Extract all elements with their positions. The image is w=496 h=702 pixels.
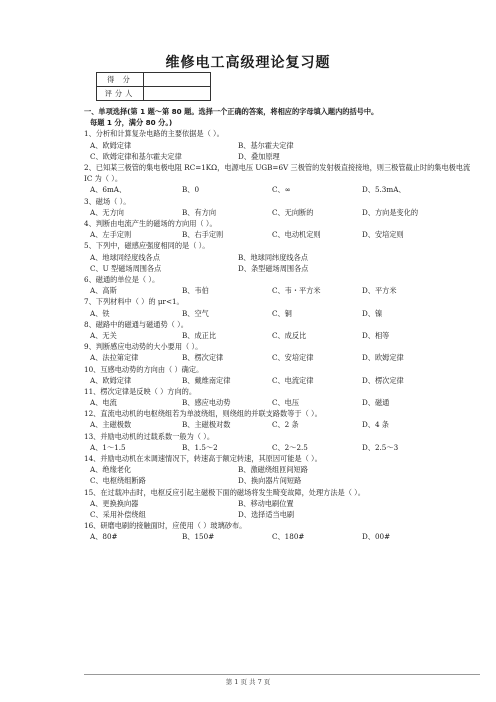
option-a: A、6mA、 <box>90 185 127 195</box>
option-b: B、戴维南定律 <box>182 375 231 385</box>
option-b: B、韦伯 <box>182 286 209 296</box>
option-b: B、成正比 <box>182 330 217 340</box>
question-text: 7、下列材料中（ ）的 μr<1。 <box>84 297 184 307</box>
options-row <box>84 330 480 341</box>
question-text: 6、磁通的单位是（ ）。 <box>84 274 160 284</box>
question-text: 9、判断感应电动势的大小要用（ ）。 <box>84 342 203 352</box>
option-a: A、1～1.5 <box>90 442 126 452</box>
option-b: B、1.5～2 <box>182 442 218 452</box>
option-b: B、0 <box>182 185 200 195</box>
option-d: D、楞次定律 <box>362 375 404 385</box>
options-row <box>84 475 480 486</box>
option-a: A、铁 <box>90 308 110 318</box>
exam-content <box>84 106 480 543</box>
options-row <box>84 263 480 274</box>
question-text: 16、研磨电刷的接触面时，应使用（ ）玻璃砂布。 <box>84 521 247 531</box>
option-a: A、无关 <box>90 330 117 340</box>
options-row <box>84 285 480 296</box>
question-text: 12、直流电动机的电枢绕组若为单波绕组，则绕组的并联支路数等于（ ）。 <box>84 409 322 419</box>
question-text: 5、下列中，磁感应强度相同的是（ ）。 <box>84 241 210 251</box>
question-text: 14、并励电动机在未调速情况下，转速高于额定转速，其原因可能是（ ）。 <box>84 454 322 464</box>
options-row <box>84 464 480 475</box>
option-b: B、激磁绕组匝间短路 <box>238 465 308 475</box>
question-text: 3、磁场（ ）。 <box>84 196 131 206</box>
option-d: D、换向器片间短路 <box>238 476 302 486</box>
score-label: 得 分 <box>97 73 144 87</box>
question-text: 1、分析和计算复杂电路的主要依据是（ ）。 <box>84 129 224 139</box>
option-c: C、∞ <box>272 185 291 195</box>
option-b: B、主磁极对数 <box>182 420 231 430</box>
option-d: D、叠加原理 <box>238 151 280 161</box>
option-b: B、右手定则 <box>182 230 224 240</box>
score-table <box>96 72 211 101</box>
section-heading-cont: 每题 1 分，满分 80 分。) <box>90 118 173 128</box>
footer-divider <box>84 674 480 675</box>
option-d: D、欧姆定律 <box>362 353 404 363</box>
option-b: B、楞次定律 <box>182 353 224 363</box>
options-row <box>84 419 480 430</box>
option-c: C、2～2.5 <box>272 442 308 452</box>
option-d: D、方向是变化的 <box>362 207 419 217</box>
option-a: A、更换换向器 <box>90 498 139 508</box>
option-d: D、00# <box>362 532 391 542</box>
options-row <box>84 352 480 363</box>
options-row <box>84 498 480 509</box>
option-c: C、铜 <box>272 308 292 318</box>
option-b: B、有方向 <box>182 207 217 217</box>
option-b: B、移动电刷位置 <box>238 498 294 508</box>
option-a: A、高斯 <box>90 286 117 296</box>
option-c: C、采用补偿绕组 <box>90 510 146 520</box>
question-text: 15、在过载冲击时，电枢反应引起主磁极下面的磁场将发生畸变故障，处理方法是（ ）。 <box>84 487 365 497</box>
options-row <box>84 151 480 162</box>
option-c: C、180# <box>272 532 305 542</box>
option-d: D、平方米 <box>362 286 397 296</box>
option-a: A、80# <box>90 532 118 542</box>
option-d: D、2.5～3 <box>362 442 399 452</box>
question-text: 8、磁路中的磁通与磁通势（ ）。 <box>84 319 188 329</box>
question-text: 13、并励电动机的过载系数一般为（ ）。 <box>84 431 215 441</box>
score-value-cell <box>144 73 211 87</box>
option-a: A、欧姆定律 <box>90 140 132 150</box>
question-text: 2、已知某三极管的集电极电阻 RC=1KΩ，电源电压 UGB=6V 三极管的发射极直接接地，则三极管截止时的集电极电流 IC 为（ ）。 <box>84 162 471 184</box>
options-row <box>84 308 480 319</box>
options-row <box>84 207 480 218</box>
option-c: C、欧姆定律和基尔霍夫定律 <box>90 151 182 161</box>
option-d: D、镍 <box>362 308 383 318</box>
options-row <box>84 252 480 263</box>
options-row <box>84 509 480 520</box>
option-c: C、电动机定则 <box>272 230 321 240</box>
option-a: A、欧姆定律 <box>90 375 132 385</box>
section-heading: 一、单项选择(第 1 题～第 80 题。选择一个正确的答案，将相应的字母填入题内的括号中。 <box>84 107 379 116</box>
option-c: C、成反比 <box>272 330 307 340</box>
option-c: C、电枢绕组断路 <box>90 476 146 486</box>
question-text: 11、楞次定律是反映（ ）方向的。 <box>84 386 197 396</box>
question-list <box>84 128 480 542</box>
options-row <box>84 140 480 151</box>
option-d: D、选择适当电刷 <box>238 510 295 520</box>
option-d: D、4 条 <box>362 420 389 430</box>
options-row <box>84 184 480 195</box>
options-row <box>84 229 480 240</box>
page-footer: 第 1 页 共 7 页 <box>225 678 271 686</box>
option-a: A、绝缘老化 <box>90 465 132 475</box>
option-c: C、U 型磁场周围各点 <box>90 263 162 273</box>
option-d: D、5.3mA、 <box>362 185 406 195</box>
options-row <box>84 531 480 542</box>
option-a: A、无方向 <box>90 207 124 217</box>
option-c: C、2 条 <box>272 420 299 430</box>
option-d: D、安培定则 <box>362 230 404 240</box>
option-d: D、相等 <box>362 330 390 340</box>
option-b: B、150# <box>182 532 215 542</box>
options-row <box>84 442 480 453</box>
option-c: C、电流定律 <box>272 375 314 385</box>
option-c: C、电压 <box>272 398 300 408</box>
option-b: B、感应电动势 <box>182 398 231 408</box>
option-b: B、空气 <box>182 308 209 318</box>
options-row <box>84 397 480 408</box>
option-d: D、磁通 <box>362 398 390 408</box>
option-a: A、法拉第定律 <box>90 353 139 363</box>
option-c: C、安培定律 <box>272 353 314 363</box>
question-text: 10、互感电动势的方向由（ ）确定。 <box>84 364 204 374</box>
option-c: C、韦・平方米 <box>272 286 321 296</box>
option-a: A、主磁极数 <box>90 420 132 430</box>
option-b: B、地球同纬度线各点 <box>238 252 308 262</box>
options-row <box>84 375 480 386</box>
option-a: A、左手定则 <box>90 230 132 240</box>
question-text: 4、判断由电流产生的磁场的方向用（ ）。 <box>84 218 217 228</box>
option-c: C、无向断的 <box>272 207 314 217</box>
option-b: B、基尔霍夫定律 <box>238 140 294 150</box>
grader-label: 评分人 <box>97 87 144 101</box>
option-a: A、地球同经度线各点 <box>90 252 160 262</box>
option-a: A、电流 <box>90 398 117 408</box>
page-title: 维修电工高级理论复习题 <box>165 55 331 71</box>
grader-value-cell <box>144 87 211 101</box>
option-d: D、条型磁场周围各点 <box>238 263 309 273</box>
